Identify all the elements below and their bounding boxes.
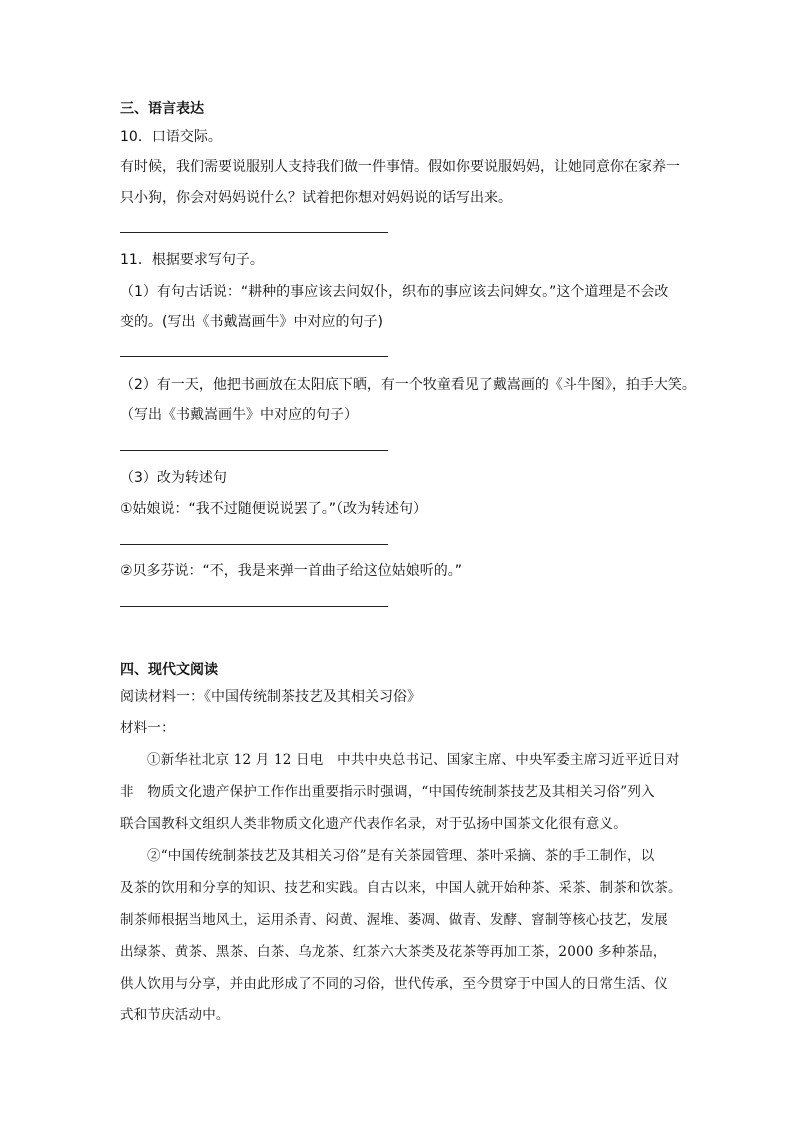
- material-paragraph-1-line-1: ①新华社北京 12 月 12 日电 中共中央总书记、国家主席、中央军委主席习近平近日对: [147, 752, 680, 768]
- question-11-part-3: （3）改为转述句: [120, 470, 227, 486]
- material-paragraph-2-line-1: ②“中国传统制茶技艺及其相关习俗”是有关茶园管理、茶叶采摘、茶的手工制作，以: [147, 848, 655, 864]
- question-11-part-2-line-2: （写出《书戴嵩画牛》中对应的句子）: [120, 407, 358, 423]
- material-paragraph-2-line-2: 及茶的饮用和分享的知识、技艺和实践。自古以来，中国人就开始种茶、采茶、制茶和饮茶。: [120, 880, 682, 896]
- material-paragraph-2-line-5: 供人饮用与分享，并由此形成了不同的习俗，世代传承，至今贯穿于中国人的日常生活、仪: [120, 976, 668, 992]
- material-paragraph-1-line-2: 非 物质文化遗产保护工作作出重要指示时强调，“中国传统制茶技艺及其相关习俗”列入: [120, 784, 655, 800]
- material-paragraph-2-line-6: 式和节庆活动中。: [120, 1007, 230, 1023]
- question-11-part-3a: ①姑娘说：“我不过随便说说罢了。”（改为转述句）: [120, 501, 428, 517]
- material-label: 材料一：: [120, 720, 175, 736]
- answer-line-q11-part-1[interactable]: [120, 356, 388, 357]
- section-3-title: 三、语言表达: [120, 101, 204, 117]
- answer-line-q11-part-2[interactable]: [120, 450, 388, 451]
- question-10-prompt-line-2: 只小狗，你会对妈妈说什么？试着把你想对妈妈说的话写出来。: [120, 190, 512, 206]
- answer-line-q10[interactable]: [120, 232, 388, 233]
- question-11-part-3b: ②贝多芬说：“不，我是来弹一首曲子给这位姑娘听的。”: [120, 563, 463, 579]
- question-11-part-1-line-1: （1）有句古话说：“耕种的事应该去问奴仆，织布的事应该去问婢女。”这个道理是不会改: [120, 284, 669, 300]
- material-paragraph-2-line-3: 制茶师根据当地风土，运用杀青、闷黄、渥堆、萎凋、做青、发酵、窨制等核心技艺，发展: [120, 912, 668, 928]
- answer-line-q11-part-3b[interactable]: [120, 606, 388, 607]
- question-10-prompt-line-1: 有时候，我们需要说服别人支持我们做一件事情。假如你要说服妈妈，让她同意你在家养一: [120, 159, 680, 175]
- question-10-number: 10．口语交际。: [120, 129, 222, 145]
- question-11-part-2-line-1: （2）有一天，他把书画放在太阳底下晒，有一个牧童看见了戴嵩画的《斗牛图》，拍手大笑。: [120, 377, 696, 393]
- answer-line-q11-part-3a[interactable]: [120, 544, 388, 545]
- reading-title: 阅读材料一：《中国传统制茶技艺及其相关习俗》: [120, 689, 421, 705]
- question-11-part-1-line-2: 变的。(写出《书戴嵩画牛》中对应的句子): [120, 314, 383, 330]
- question-11-number: 11．根据要求写句子。: [120, 252, 264, 268]
- material-paragraph-2-line-4: 出绿茶、黄茶、黑茶、白茶、乌龙茶、红茶六大茶类及花茶等再加工茶，2000 多种茶品，: [120, 944, 667, 960]
- material-paragraph-1-line-3: 联合国教科文组织人类非物质文化遗产代表作名录，对于弘扬中国茶文化很有意义。: [120, 816, 627, 832]
- section-4-title: 四、现代文阅读: [120, 662, 218, 678]
